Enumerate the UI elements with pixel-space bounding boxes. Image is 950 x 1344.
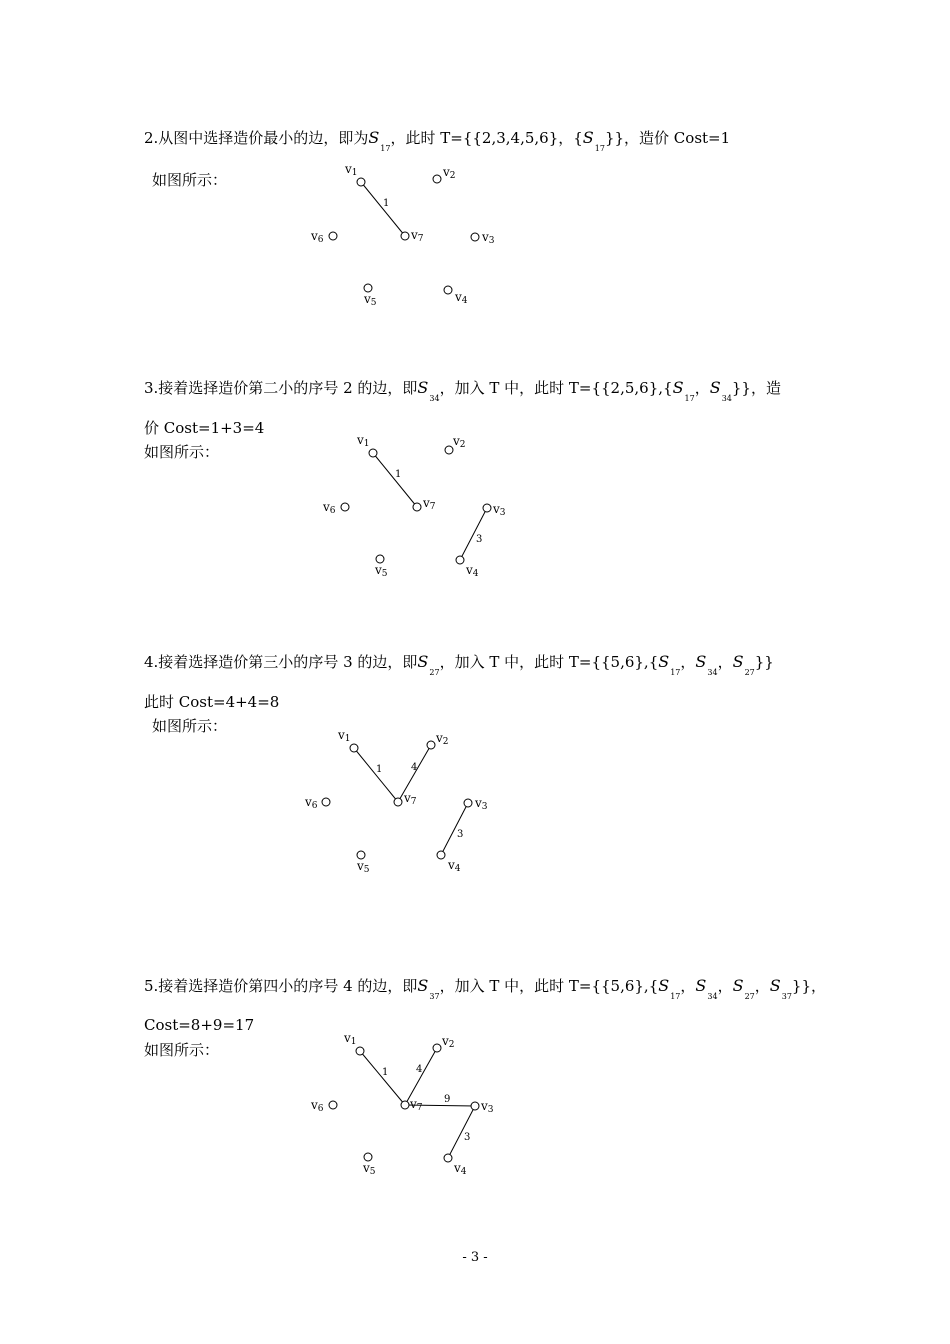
vertex-v7 bbox=[401, 1101, 409, 1109]
vertex-v1 bbox=[356, 1047, 364, 1055]
graph-step5 bbox=[300, 1024, 520, 1184]
vertex-v7 bbox=[394, 798, 402, 806]
label-v2: v2 bbox=[453, 434, 466, 450]
step5-text-line bbox=[144, 976, 826, 999]
label-v5: v5 bbox=[357, 859, 370, 875]
label-v6: v6 bbox=[311, 229, 324, 245]
edge-weight: 3 bbox=[464, 1132, 471, 1143]
vertex-v7 bbox=[401, 232, 409, 240]
step3-mid: ，加入 T 中，此时 T={{2,5,6},{ bbox=[439, 379, 673, 397]
step2-caption: 如图所示： bbox=[152, 171, 228, 189]
edge-weight: 1 bbox=[382, 1067, 389, 1078]
vertex-v2 bbox=[433, 1044, 441, 1052]
vertex-v3 bbox=[483, 504, 491, 512]
label-v3: v3 bbox=[482, 230, 495, 246]
label-v3: v3 bbox=[475, 796, 488, 812]
step5-set-symbol-3: S bbox=[732, 976, 744, 995]
step3-prefix: 3.接着选择造价第二小的序号 2 的边，即 bbox=[144, 379, 418, 397]
vertex-v2 bbox=[445, 446, 453, 454]
step4-sep-2: ， bbox=[717, 653, 733, 671]
step3-line2: 价 Cost=1+3=4 bbox=[144, 419, 265, 437]
label-v1: v1 bbox=[357, 433, 370, 449]
label-v6: v6 bbox=[323, 500, 336, 516]
label-v5: v5 bbox=[375, 563, 388, 579]
step5-edge-symbol: S bbox=[417, 976, 429, 995]
step5-set-sub-2: 34 bbox=[707, 992, 718, 1001]
label-v4: v4 bbox=[466, 563, 479, 579]
label-v5: v5 bbox=[363, 1161, 376, 1177]
edge-v1-v7 bbox=[354, 748, 398, 802]
vertex-v4 bbox=[444, 1154, 452, 1162]
step4-set-sub-2: 34 bbox=[707, 668, 718, 677]
vertex-v1 bbox=[357, 178, 365, 186]
label-v1: v1 bbox=[345, 162, 358, 178]
step2-mid: ，此时 T={{2,3,4,5,6}，{ bbox=[390, 129, 583, 147]
vertex-v6 bbox=[329, 232, 337, 240]
step4-mid: ，加入 T 中，此时 T={{5,6},{ bbox=[439, 653, 659, 671]
step5-set-sub-1: 17 bbox=[670, 992, 681, 1001]
step2-text-line bbox=[144, 128, 730, 151]
step4-prefix: 4.接着选择造价第三小的序号 3 的边，即 bbox=[144, 653, 418, 671]
step4-sep-1: ， bbox=[680, 653, 696, 671]
step2-edge-sub: 17 bbox=[380, 144, 391, 153]
step5-line2: Cost=8+9=17 bbox=[144, 1016, 255, 1034]
step2-suffix: }}，造价 Cost=1 bbox=[604, 129, 731, 147]
vertex-v6 bbox=[322, 798, 330, 806]
vertex-v5 bbox=[364, 284, 372, 292]
step4-text-line bbox=[144, 652, 774, 675]
vertex-v4 bbox=[437, 851, 445, 859]
step3-set-sub-2: 34 bbox=[721, 394, 732, 403]
vertex-v5 bbox=[376, 555, 384, 563]
vertex-v5 bbox=[364, 1153, 372, 1161]
vertex-v1 bbox=[369, 449, 377, 457]
step4-caption: 如图所示： bbox=[152, 717, 228, 735]
label-v1: v1 bbox=[344, 1031, 357, 1047]
label-v4: v4 bbox=[454, 1161, 467, 1177]
step5-prefix: 5.接着选择造价第四小的序号 4 的边，即 bbox=[144, 977, 418, 995]
vertex-v3 bbox=[471, 1102, 479, 1110]
label-v7: v7 bbox=[404, 791, 417, 807]
vertex-v5 bbox=[357, 851, 365, 859]
edge-v3-v4 bbox=[441, 803, 468, 855]
edge-v3-v4 bbox=[460, 508, 487, 560]
label-v2: v2 bbox=[436, 731, 449, 747]
step4-edge-symbol: S bbox=[417, 652, 429, 671]
step5-set-sub-4: 37 bbox=[781, 992, 792, 1001]
vertex-v4 bbox=[456, 556, 464, 564]
edge-weight: 3 bbox=[457, 829, 464, 840]
vertex-v1 bbox=[350, 744, 358, 752]
label-v6: v6 bbox=[311, 1098, 324, 1114]
step2-edge-symbol: S bbox=[368, 128, 380, 147]
graph-step2 bbox=[300, 155, 520, 315]
vertex-v6 bbox=[341, 503, 349, 511]
step5-set-sub-3: 27 bbox=[744, 992, 755, 1001]
step2-prefix: 2.从图中选择造价最小的边，即为 bbox=[144, 129, 369, 147]
label-v4: v4 bbox=[448, 858, 461, 874]
step2-set-sub: 17 bbox=[594, 144, 605, 153]
edge-weight: 1 bbox=[395, 469, 402, 480]
vertex-v2 bbox=[433, 175, 441, 183]
edge-v2-v7 bbox=[398, 745, 431, 802]
label-v4: v4 bbox=[455, 290, 468, 306]
step5-mid: ，加入 T 中，此时 T={{5,6},{ bbox=[439, 977, 659, 995]
label-v6: v6 bbox=[305, 795, 318, 811]
graph-step3 bbox=[312, 426, 532, 586]
step3-edge-symbol: S bbox=[417, 378, 429, 397]
step4-line2: 此时 Cost=4+4=8 bbox=[144, 693, 280, 711]
step4-set-symbol-1: S bbox=[658, 652, 670, 671]
graph-step4 bbox=[293, 721, 513, 881]
step5-sep-2: ， bbox=[717, 977, 733, 995]
step4-set-symbol-3: S bbox=[732, 652, 744, 671]
vertex-v3 bbox=[464, 799, 472, 807]
label-v5: v5 bbox=[364, 292, 377, 308]
step3-set-symbol-2: S bbox=[709, 378, 721, 397]
label-v3: v3 bbox=[481, 1099, 494, 1115]
label-v1: v1 bbox=[338, 728, 351, 744]
step3-set-symbol-1: S bbox=[672, 378, 684, 397]
edge-weight: 4 bbox=[411, 762, 418, 773]
vertex-v6 bbox=[329, 1101, 337, 1109]
edge-weight: 4 bbox=[416, 1064, 423, 1075]
step5-sep-1: ， bbox=[680, 977, 696, 995]
step3-sep-1: ， bbox=[694, 379, 710, 397]
step5-set-symbol-2: S bbox=[695, 976, 707, 995]
step3-suffix: }}，造 bbox=[731, 379, 781, 397]
page-number: - 3 - bbox=[462, 1250, 488, 1265]
edge-v1-v7 bbox=[361, 182, 405, 236]
edge-v1-v7 bbox=[360, 1051, 405, 1105]
label-v7: v7 bbox=[411, 228, 424, 244]
edge-v1-v7 bbox=[373, 453, 417, 507]
step3-text-line bbox=[144, 378, 781, 401]
label-v7: v7 bbox=[423, 496, 436, 512]
label-v7: v7 bbox=[410, 1097, 423, 1113]
edge-weight: 1 bbox=[383, 198, 390, 209]
step5-set-symbol-4: S bbox=[769, 976, 781, 995]
edge-weight: 1 bbox=[376, 764, 383, 775]
step4-set-sub-1: 17 bbox=[670, 668, 681, 677]
vertex-v4 bbox=[444, 286, 452, 294]
step2-set-symbol: S bbox=[582, 128, 594, 147]
step4-set-symbol-2: S bbox=[695, 652, 707, 671]
edge-v3-v4 bbox=[448, 1106, 475, 1158]
step4-suffix: }} bbox=[754, 653, 774, 671]
label-v2: v2 bbox=[442, 1034, 455, 1050]
step4-set-sub-3: 27 bbox=[744, 668, 755, 677]
step5-set-symbol-1: S bbox=[658, 976, 670, 995]
vertex-v2 bbox=[427, 741, 435, 749]
label-v2: v2 bbox=[443, 165, 456, 181]
step3-edge-sub: 34 bbox=[429, 394, 440, 403]
vertex-v7 bbox=[413, 503, 421, 511]
step5-suffix: }}， bbox=[791, 977, 827, 995]
vertex-v3 bbox=[471, 233, 479, 241]
edge-weight: 3 bbox=[476, 534, 483, 545]
step3-caption: 如图所示： bbox=[144, 443, 220, 461]
step4-edge-sub: 27 bbox=[429, 668, 440, 677]
step5-edge-sub: 37 bbox=[429, 992, 440, 1001]
edge-weight: 9 bbox=[444, 1094, 451, 1105]
label-v3: v3 bbox=[493, 502, 506, 518]
step3-set-sub-1: 17 bbox=[684, 394, 695, 403]
step5-caption: 如图所示： bbox=[144, 1041, 220, 1059]
step5-sep-3: ， bbox=[754, 977, 770, 995]
